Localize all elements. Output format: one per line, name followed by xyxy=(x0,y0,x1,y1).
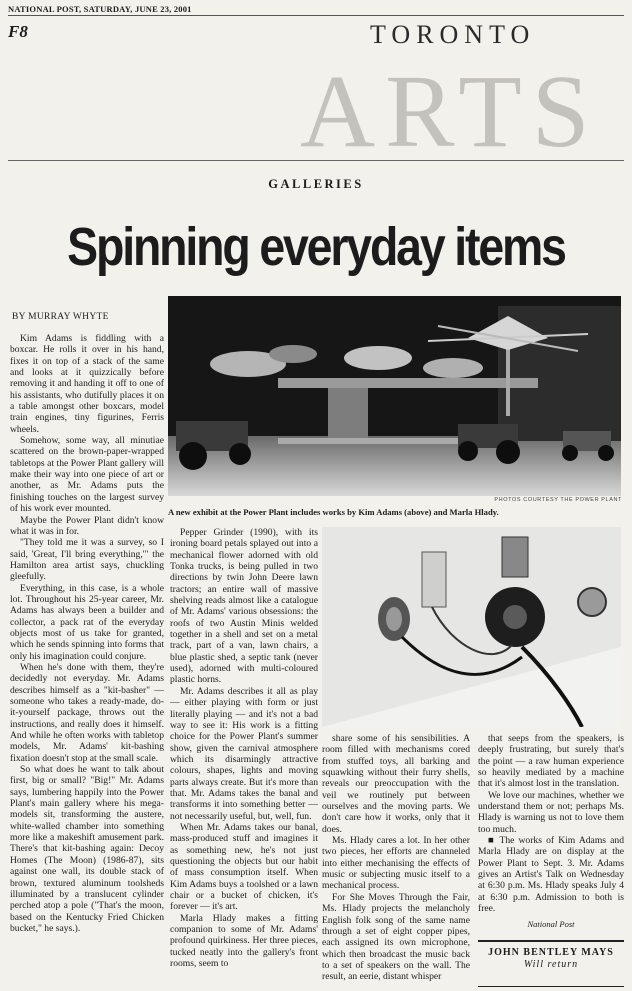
section-title: ARTS xyxy=(300,54,600,169)
columnist-promo xyxy=(478,940,624,987)
dateline: NATIONAL POST, SATURDAY, JUNE 23, 2001 xyxy=(8,4,192,14)
city-label: TORONTO xyxy=(370,20,536,49)
article-column-3 xyxy=(322,733,470,989)
paragraph: that seeps from the speakers, is deeply frustrating, but surely that's the point — a raw human experience so heavily mediated by a machine that it's almost lost in the translation. xyxy=(478,733,624,790)
paragraph: Maybe the Power Plant didn't know what it was in for. xyxy=(10,514,164,537)
paragraph: Everything, in this case, is a whole lot. Throughout his 25-year career, Mr. Adams has always been a builder and collector, a pack rat of the everyday objects most of us take for granted, which he sends spinning into forms that only his imagination could conjure. xyxy=(10,582,164,662)
photo-credit: PHOTOS COURTESY THE POWER PLANT xyxy=(494,497,622,503)
columnist-name: JOHN BENTLEY MAYS xyxy=(488,947,614,958)
section-rule xyxy=(8,160,624,161)
photo-caption: A new exhibit at the Power Plant includes works by Kim Adams (above) and Marla Hlady. xyxy=(168,507,499,517)
paragraph: Mr. Adams describes it all as play — either playing with form or just literally playing — and it's not a bad way to see it: His work is a fitting choice for the Power Plant's summer show, given the carnival atmosphere which its disarmingly attractive colours, shapes, lights and moving parts always create. But it's more than that. Mr. Adams takes the banal and transforms it into something better — not necessarily useful, but, well, fun. xyxy=(170,685,318,822)
paragraph: We love our machines, whether we understand them or not; perhaps Ms. Hlady is warning us not to love them too much. xyxy=(478,789,624,835)
columnist-tagline: Will return xyxy=(523,959,579,970)
paragraph: "They told me it was a survey, so I said, 'Great, I'll bring everything,'" the Hamilton area artist says, chuckling gleefully. xyxy=(10,537,164,583)
header-rule xyxy=(8,15,624,16)
article-column-1 xyxy=(10,333,164,988)
paragraph: ■ The works of Kim Adams and Marla Hlady are on display at the Power Plant to Sept. 3. Mr. Adams gives an Artist's Talk on Wednesday at 6:30 p.m. Ms. Hlady speaks July 4 at 6:30 p.m. Admission to both is free. xyxy=(478,835,624,913)
article-column-2 xyxy=(170,527,318,987)
paragraph: share some of his sensibilities. A room filled with mechanisms cored from stuffed toys, all barking and squawking without their furry shells, reveals our preoccupation with the veil we routinely put between ourselves and the moving parts. We don't care how it works, only that it does. xyxy=(322,733,470,835)
paragraph: Somehow, some way, all minutiae scattered on the brown-paper-wrapped tabletops at the Power Plant gallery will make their way into one piece of art or another, as Mr. Adams puts the finishing touches on the largest survey of his work ever mounted. xyxy=(10,435,164,515)
paragraph: When he's done with them, they're decidedly not everyday. Mr. Adams describes himself as a "kit-basher" — someone who takes a ready-made, do-it-yourself package, throws out the instructions, and really does it himself. And while he often works with tabletop models, Mr. Adams' kit-bashing fixation doesn't stop at the small scale. xyxy=(10,661,164,764)
paragraph: For She Moves Through the Fair, Ms. Hlady projects the melancholy English folk song of the same name through a set of eight copper pipes, each assigned its own microphone, which then broadcast the music back to a set of speakers on the wall. The result, an eerie, distant whisper xyxy=(322,891,470,983)
paragraph: Ms. Hlady cares a lot. In her other two pieces, her efforts are channeled into either mechanising the effects of music or subjecting music itself to a mechanical process. xyxy=(322,835,470,892)
kicker: GALLERIES xyxy=(268,177,364,191)
paragraph: So what does he want to talk about first, big or small? "Big!" Mr. Adams says, lumbering happily into the Power Plant's main gallery where his mega-models sit, transforming the austere, white-walled chamber into something more like a makeshift amusement park. There's that kit-bashing again: Decoy Homes (The Moon) (1986-87), sits against one wall, its double stack of brown, textured aluminum toolsheds illuminated by a translucent cylinder perched atop a pole ("That's the moon, based on the Kentucky Fried Chicken bucket," he says.). xyxy=(10,764,164,934)
article-column-4 xyxy=(478,733,624,913)
paragraph: Pepper Grinder (1990), with its ironing board petals splayed out into a mechanical flower adorned with old Tonka trucks, is being pulled in two directions by twin John Deere lawn tractors; an entire wall of massive shelving reads almost like a catalogue of Mr. Adams' various obsessions: the roofs of two Austin Minis welded together in a shell and set on a metal track, part of a van, lawn chairs, a blue plastic shed, a septic tank (never used), adorned with multi-coloured plastic horns. xyxy=(170,527,318,686)
headline: Spinning everyday items xyxy=(67,217,565,277)
source-tag: National Post xyxy=(527,919,575,929)
paragraph: Kim Adams is fiddling with a boxcar. He rolls it over in his hand, fixes it on top of a stack of the same and looks at it quizzically before removing it and handing it off to one of his assistants, who dutifully places it on a table amongst other boxcars, model train engines, tiny figurines, Ferris wheels. xyxy=(10,333,164,435)
page-number: F8 xyxy=(8,22,28,41)
paragraph: Marla Hlady makes a fitting companion to some of Mr. Adams' profound quirkiness. Her three pieces, tucked neatly into the gallery's front rooms, seem to xyxy=(170,912,318,970)
paragraph: When Mr. Adams takes our banal, mass-produced stuff and imagines it as something new, he's not just questioning the objects but our habit of mass consumption itself. When Kim Adams buys a toolshed or a lawn chair or a bucket of chicken, it's forever — it's art. xyxy=(170,821,318,913)
exhibit-photo-kim-adams xyxy=(168,296,621,496)
byline: BY MURRAY WHYTE xyxy=(12,312,109,322)
exhibit-photo-marla-hlady xyxy=(322,527,621,727)
